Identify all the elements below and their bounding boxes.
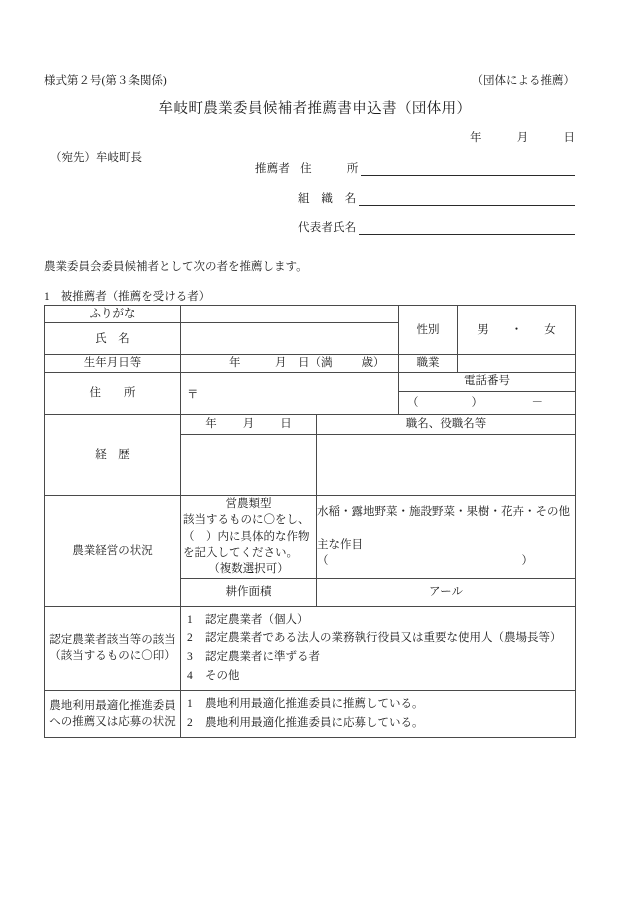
career-year-label: 年 xyxy=(205,418,217,431)
recommender-address-input[interactable] xyxy=(361,162,575,176)
certified-option-3-number: 3 xyxy=(187,650,193,663)
farm-type-title: 営農類型 xyxy=(225,497,272,510)
certified-option-2-number: 2 xyxy=(187,632,193,645)
birth-age-label: 歳） xyxy=(361,357,385,370)
address-value[interactable] xyxy=(181,372,399,414)
tel-label: 電話番号 xyxy=(399,372,576,391)
tel-paren-close: ） xyxy=(471,396,483,409)
optimization-label xyxy=(45,691,181,738)
birth-label: 生年月日等 xyxy=(45,355,181,372)
crops-list[interactable]: 水稲・露地野菜・施設野菜・果樹・花卉・その他 xyxy=(317,506,570,519)
gender-label: 性別 xyxy=(399,306,458,355)
farm-status-label: 農業経営の状況 xyxy=(45,495,181,606)
form-number: 様式第２号(第３条関係) xyxy=(44,75,167,87)
table-row-address xyxy=(45,372,576,391)
name-label: 氏 名 xyxy=(45,323,181,355)
optimization-option-1-text[interactable]: 農地利用最適化推進委員に推薦している。 xyxy=(205,698,424,711)
table-row-certified xyxy=(45,606,576,691)
recommender-org-line xyxy=(255,190,575,206)
gender-option-male[interactable]: 男 xyxy=(477,324,489,336)
gender-option-female[interactable]: 女 xyxy=(544,324,556,336)
certified-option-2-text[interactable]: 認定農業者である法人の業務執行役員又は重要な使用人（農場長等） xyxy=(205,632,562,645)
certified-label xyxy=(45,606,181,691)
main-crop-input[interactable] xyxy=(317,553,575,569)
list-item[interactable] xyxy=(187,629,569,648)
farm-type-body: 該当するものに〇をし、（ ）内に具体的な作物を記入してください。 xyxy=(183,514,310,559)
career-date-value[interactable] xyxy=(181,434,317,495)
birth-year-label: 年 xyxy=(229,357,241,370)
birth-day-label: 日（満 xyxy=(298,357,333,370)
list-item[interactable] xyxy=(187,667,569,686)
recommender-rep-input[interactable] xyxy=(359,221,576,235)
date-month: 月 xyxy=(516,132,529,144)
recommender-block xyxy=(255,160,575,249)
farm-type-cell xyxy=(181,495,317,578)
optimization-option-1-number: 1 xyxy=(187,698,193,711)
table-row-optimization xyxy=(45,691,576,738)
table-row-career-header xyxy=(45,414,576,434)
optimization-label-line1: 農地利用最適化推進委員 xyxy=(49,699,176,712)
certified-options-list xyxy=(181,607,575,691)
career-month-label: 月 xyxy=(242,418,255,431)
occupation-value[interactable] xyxy=(458,355,576,372)
recommendation-type: （団体による推薦） xyxy=(471,75,575,87)
table-row-farm-type xyxy=(45,495,576,578)
gender-separator: ・ xyxy=(510,324,523,336)
date-line xyxy=(470,129,575,145)
section-number: 1 xyxy=(44,291,50,303)
section-title: 被推薦者（推薦を受ける者） xyxy=(60,291,211,303)
tel-dash: － xyxy=(531,396,543,409)
birth-month-label: 月 xyxy=(275,357,287,370)
header-row xyxy=(44,72,575,88)
recommender-org-label: 組 織 名 xyxy=(298,192,357,205)
crops-cell[interactable] xyxy=(317,495,576,578)
recommender-address-line xyxy=(255,160,575,176)
area-value[interactable] xyxy=(317,578,576,606)
table-row-birth xyxy=(45,355,576,372)
section-heading xyxy=(44,288,210,304)
list-item[interactable] xyxy=(187,648,569,667)
tel-value[interactable] xyxy=(399,391,576,414)
birth-value[interactable] xyxy=(181,355,399,372)
recommender-rep-label: 代表者氏名 xyxy=(298,222,357,234)
nominee-table xyxy=(44,305,576,738)
career-position-value[interactable] xyxy=(317,434,576,495)
optimization-options-list xyxy=(181,691,575,737)
list-item[interactable] xyxy=(187,611,569,630)
career-day-label: 日 xyxy=(280,418,292,431)
area-label: 耕作面積 xyxy=(181,578,317,606)
certified-option-1-number: 1 xyxy=(187,613,193,626)
recommender-address-label: 住 所 xyxy=(300,163,359,175)
certified-option-3-text[interactable]: 認定農業者に準ずる者 xyxy=(205,650,320,663)
postal-mark: 〒 xyxy=(187,388,199,401)
tel-paren-open: （ xyxy=(407,396,419,409)
addressee: （宛先）牟岐町長 xyxy=(50,152,142,164)
career-position-header: 職名、役職名等 xyxy=(317,414,576,434)
recommender-rep-line xyxy=(255,219,575,235)
list-item[interactable] xyxy=(187,695,569,714)
certified-options-cell xyxy=(181,606,576,691)
career-date-header xyxy=(181,414,317,434)
name-value[interactable] xyxy=(181,323,399,355)
page-title: 牟岐町農業委員候補者推薦書申込書（団体用） xyxy=(158,101,472,117)
farm-type-footer: （複数選択可） xyxy=(208,563,289,576)
furigana-label: ふりがな xyxy=(45,306,181,323)
table-row-furigana xyxy=(45,306,576,323)
optimization-option-2-text[interactable]: 農地利用最適化推進委員に応募している。 xyxy=(205,716,424,729)
recommender-org-input[interactable] xyxy=(359,192,576,206)
occupation-label: 職業 xyxy=(399,355,458,372)
optimization-option-2-number: 2 xyxy=(187,716,193,729)
optimization-label-line2: への推薦又は応募の状況 xyxy=(49,716,176,729)
area-unit: アール xyxy=(429,585,463,598)
list-item[interactable] xyxy=(187,714,569,733)
certified-label-line1: 認定農業者該当等の該当 xyxy=(49,634,176,647)
furigana-value[interactable] xyxy=(181,306,399,323)
certified-option-4-text[interactable]: その他 xyxy=(205,669,240,682)
optimization-options-cell xyxy=(181,691,576,738)
address-label: 住 所 xyxy=(45,372,181,414)
career-label: 経 歴 xyxy=(45,414,181,495)
date-year: 年 xyxy=(470,132,482,144)
main-crop-paren-close: ） xyxy=(521,554,533,567)
certified-option-1-text[interactable]: 認定農業者（個人） xyxy=(205,613,309,626)
lead-sentence: 農業委員会委員候補者として次の者を推薦します。 xyxy=(44,261,308,273)
certified-label-line2: （該当するものに〇印） xyxy=(49,650,176,663)
main-crop-paren-open: （ xyxy=(317,554,329,567)
date-day: 日 xyxy=(563,132,575,144)
gender-value[interactable] xyxy=(458,306,576,355)
main-crop-label: 主な作目 xyxy=(317,538,363,551)
certified-option-4-number: 4 xyxy=(187,669,193,682)
recommender-prefix: 推薦者 xyxy=(255,163,291,175)
